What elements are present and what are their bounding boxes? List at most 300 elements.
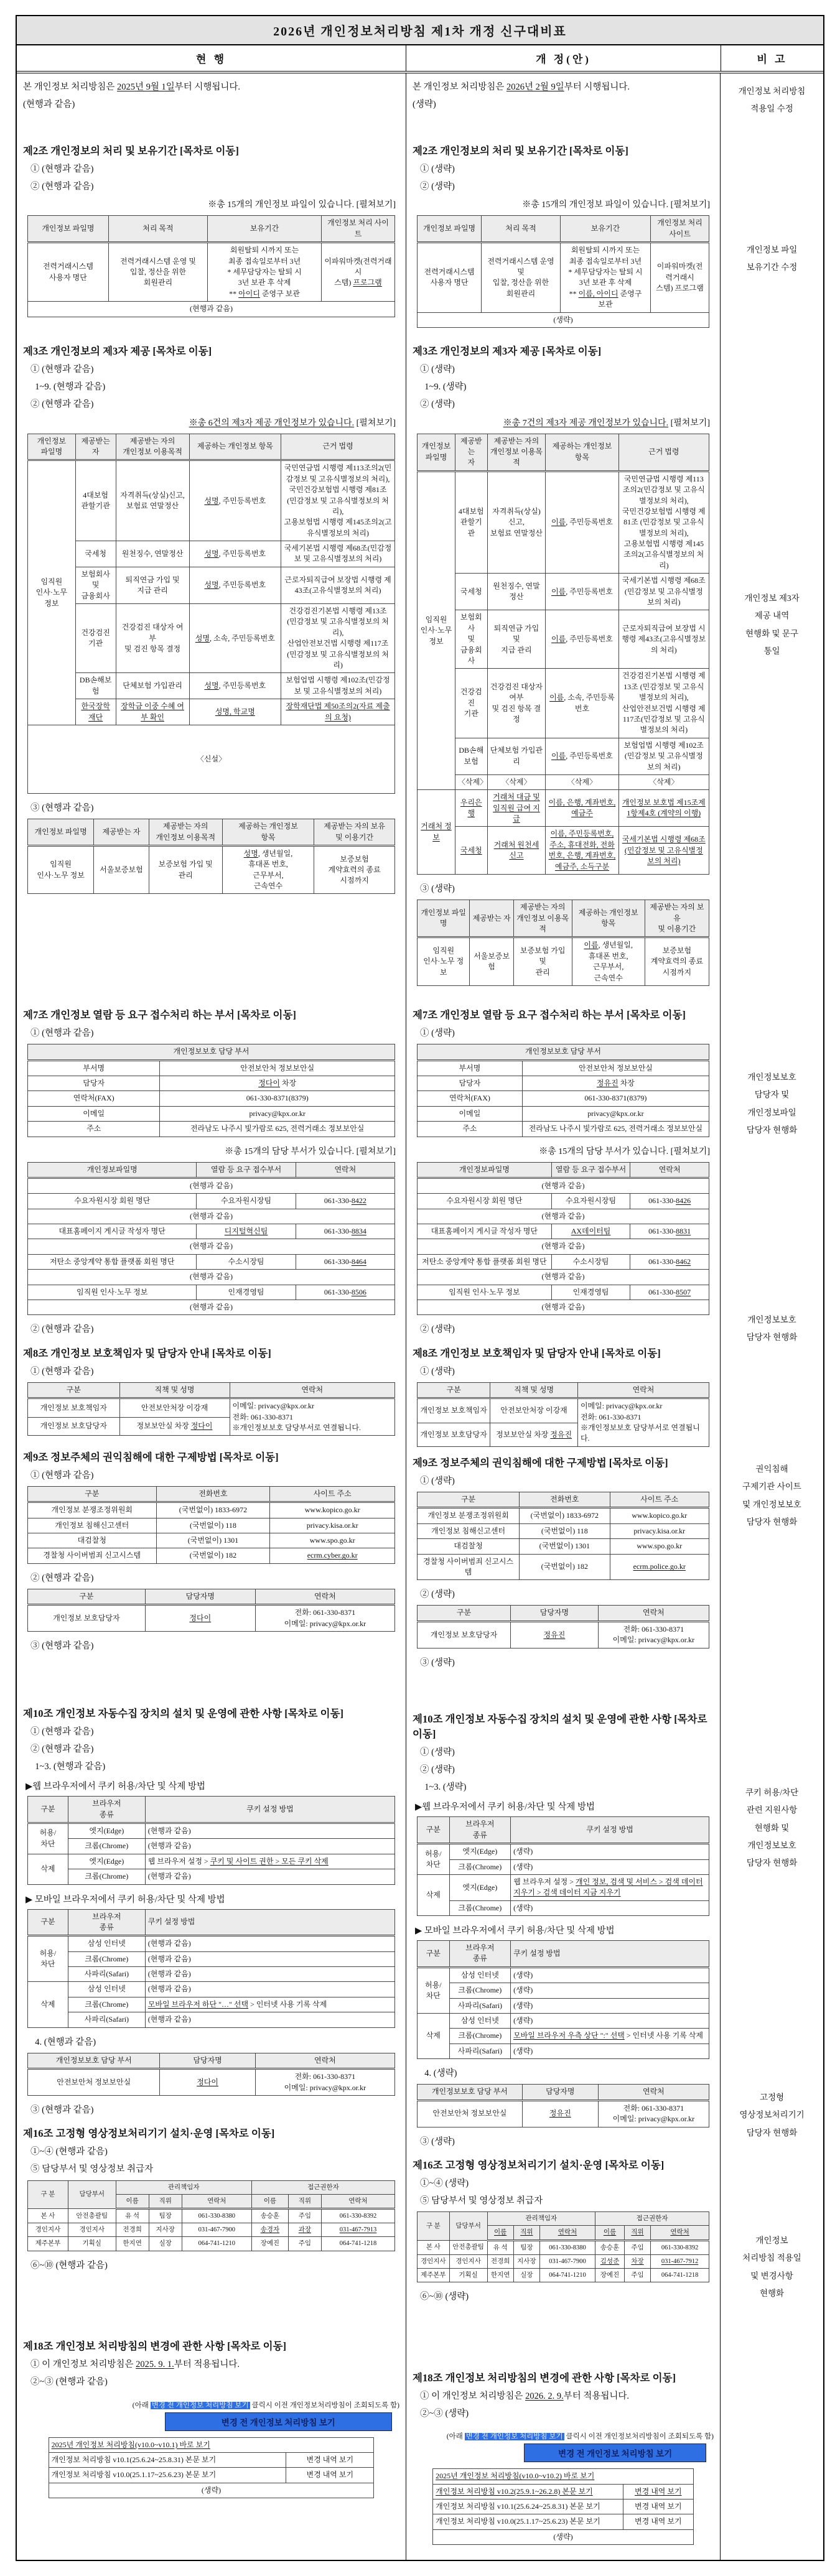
table-cell: 팀장 bbox=[513, 2240, 539, 2254]
expand-link[interactable]: [펼쳐보기] bbox=[356, 200, 396, 210]
table-cell: (현행과 같음) bbox=[145, 1936, 394, 1951]
table-cell: DB손해보험 bbox=[455, 738, 487, 774]
toc-link[interactable]: [목차로 이동] bbox=[617, 2371, 676, 2384]
remark-note: 개인정보보호 담당자 현행화 bbox=[746, 1315, 798, 1342]
table-cell: 전경희 bbox=[487, 2254, 513, 2268]
policy-view-note: (아래 변경 전 개인정보 처리방침 보기 클릭시 이전 개인정보처리방침이 조회되도록 함) bbox=[446, 2433, 714, 2441]
table-header-cell: 이름 bbox=[251, 2194, 288, 2208]
table-cell: 근로자퇴직급여 보장법 시행령 제43조(고유식별정보의 처리) bbox=[281, 567, 395, 603]
table-cell: 전화: 061-330-8371 이메일: privacy@kpx.or.kr bbox=[255, 2069, 394, 2096]
table-cell: 저탄소 중앙계약 통합 플랫폼 회원 명단 bbox=[418, 1254, 552, 1269]
table-cell: (생략) bbox=[511, 1998, 709, 2013]
table-cell: 기획실 bbox=[449, 2268, 487, 2282]
table-header-cell: 제공받는 자의 개인정보 이용목적 bbox=[513, 900, 572, 937]
remark-note: 고정형 영상정보처리기기 담당자 현행화 bbox=[739, 2093, 805, 2137]
table-header-cell: 개인정보 파일명 bbox=[418, 434, 455, 471]
table-header-cell: 연락처 bbox=[182, 2194, 251, 2208]
table-cell: 웹 브라우저 설정 > 쿠키 및 사이트 권한 > 모든 쿠키 삭제 bbox=[145, 1854, 394, 1869]
clause-line: ⑥~⑩ (생략) bbox=[420, 2292, 469, 2302]
table-header-cell: 개인정보 처리 사이트 bbox=[651, 216, 709, 243]
table-cell: 국세기본법 시행령 제68조(민감정보 및 고유식별정보의 처리) bbox=[618, 574, 709, 610]
clause-line: ⑥~⑩ (현행과 같음) bbox=[30, 2260, 108, 2271]
link-cell[interactable]: 변경 내역 보기 bbox=[623, 2514, 693, 2529]
table-cell: 전력거래시스템 운영 및 입찰, 정산을 위한 회원관리 bbox=[482, 243, 561, 312]
link-cell[interactable]: 2025년 개인정보 처리방침(v10.0~v10.1) 바로 보기 bbox=[49, 2437, 374, 2452]
table-cell: (국번없이) 118 bbox=[520, 1523, 610, 1538]
section-article8-revised bbox=[411, 1345, 715, 1447]
column-header-revised: 개 정(안) bbox=[406, 45, 721, 71]
table-header-cell: 개인정보 파일명 bbox=[28, 819, 94, 846]
table-cell: 정다이 bbox=[145, 1605, 255, 1632]
link-cell[interactable]: 개인정보 처리방침 v10.1(25.6.24~25.8.31) 본문 보기 bbox=[433, 2499, 623, 2514]
table-cell: 개인정보 보호담당자 bbox=[28, 1417, 120, 1435]
table-header-cell: 쿠키 설정 방법 bbox=[145, 1909, 394, 1936]
table-cell: 보험회사 및 금융회사 bbox=[75, 567, 116, 603]
section-article2-revised bbox=[411, 142, 715, 335]
table-cell: 보험업법 시행령 제102조(민감정보 및 고유식별정보의 처리) bbox=[618, 738, 709, 774]
table-header-cell: 구분 bbox=[418, 1492, 520, 1507]
table-header-cell: 연락처 bbox=[255, 1589, 394, 1604]
section-intro-current bbox=[22, 80, 401, 135]
table-header-cell: 연락처 bbox=[321, 2194, 394, 2208]
table-cell: ecrm.police.go.kr bbox=[610, 1554, 709, 1580]
table-cell: 이파워마켓(전력거래시 스템) 프로그램 bbox=[321, 243, 394, 302]
table-cell: 송경자 bbox=[251, 2223, 288, 2237]
table-cell: (생략) bbox=[511, 2014, 709, 2029]
cookie-contact-table-revised bbox=[417, 2084, 709, 2127]
table-cell: (국번없이) 182 bbox=[156, 1548, 270, 1563]
table-header-cell: 구분 bbox=[418, 1817, 450, 1844]
link-cell[interactable]: 개인정보 처리방침 v10.2(25.9.1~26.2.8) 본문 보기 bbox=[433, 2484, 623, 2499]
table-cell: 거래처 대금 및 임직원 급여 지급 bbox=[487, 790, 546, 827]
table-header-cell: 열람 등 요구 접수부서 bbox=[551, 1162, 630, 1178]
remedy-agency-table-current bbox=[27, 1486, 395, 1564]
table-cell: 엣지(Edge) bbox=[68, 1823, 145, 1838]
table-cell: 인재경영팀 bbox=[551, 1285, 630, 1300]
toc-link[interactable]: [목차로 이동] bbox=[605, 2159, 665, 2171]
table-cell: 064-741-1210 bbox=[182, 2237, 251, 2251]
table-cell: 이름, 주민등록번호 bbox=[546, 471, 618, 574]
table-cell: 제주본부 bbox=[28, 2237, 68, 2251]
table-cell: 〈삭제〉 bbox=[546, 774, 618, 789]
table-header-cell: 연락처 bbox=[630, 1162, 709, 1178]
table-cell: 061-330-8834 bbox=[296, 1224, 394, 1239]
mobile-cookie-label: ▶ 모바일 브라우저에서 쿠키 허용/차단 및 삭제 방법 bbox=[415, 1926, 615, 1937]
table-cell: 보증보험 가입 및 관리 bbox=[513, 937, 572, 986]
table-cell: 거래처 원천세 신고 bbox=[487, 827, 546, 875]
table-cell: 삼성 인터넷 bbox=[68, 1936, 145, 1951]
table-cell: AX데이터팀 bbox=[551, 1224, 630, 1239]
table-header-cell: 브라우저 종류 bbox=[68, 1797, 145, 1823]
table-cell: privacy@kpx.or.kr bbox=[522, 1106, 709, 1121]
table-cell: 보증보험 계약효력의 종료 시점까지 bbox=[645, 937, 709, 986]
section-article16-revised bbox=[411, 2157, 715, 2362]
table-cell: 유 석 bbox=[116, 2209, 149, 2223]
table-header-cell: 이름 bbox=[487, 2226, 513, 2240]
view-previous-policy-button[interactable]: 변경 전 개인정보 처리방침 보기 bbox=[165, 2412, 392, 2431]
link-cell[interactable]: 개인정보 처리방침 v10.0(25.1.17~25.6.23) 본문 보기 bbox=[433, 2514, 623, 2529]
table-cell: 임직원 인사·노무 정보 bbox=[418, 937, 470, 986]
table-cell: 전력거래시스템 사용자 명단 bbox=[28, 243, 109, 302]
clause-line: ① (생략) bbox=[420, 1747, 455, 1757]
table-cell: 서울보증보험 bbox=[94, 845, 149, 894]
table-cell: 전력거래시스템 운영 및 입찰, 정산을 위한 회원관리 bbox=[108, 243, 207, 302]
table-cell: 부서명 bbox=[418, 1060, 523, 1076]
table-cell: 임직원 인사·노무 정보 bbox=[28, 1285, 197, 1300]
table-cell: (현행과 같음) bbox=[418, 1239, 709, 1254]
table-cell: 안전보안처장 이강재 bbox=[119, 1398, 230, 1418]
table-cell: 061-330-8462 bbox=[630, 1254, 709, 1269]
table-cell: 유 석 bbox=[487, 2240, 513, 2254]
table-cell: 개인정보 침해신고센터 bbox=[418, 1523, 520, 1538]
link-cell[interactable]: 2025년 개인정보 처리방침(v10.0~v10.2) 바로 보기 bbox=[433, 2469, 694, 2484]
toc-link[interactable]: [목차로 이동] bbox=[569, 145, 628, 157]
table-cell: 061-330-8464 bbox=[296, 1254, 394, 1269]
table-cell: 국세청 bbox=[75, 541, 116, 567]
table-cell: 이름, 생년월일, 휴대폰 번호, 근무부서, 근속연수 bbox=[572, 937, 645, 986]
table-cell: 〈삭제〉 bbox=[455, 774, 487, 789]
section-article7-revised bbox=[411, 1007, 715, 1337]
table-cell: 대검찰청 bbox=[28, 1533, 157, 1548]
section-article2-current bbox=[22, 142, 401, 335]
table-header-cell: 구분 bbox=[28, 1797, 68, 1823]
third-party-count-note: ※총 7건의 제3자 제공 개인정보가 있습니다. [펼쳐보기] bbox=[503, 418, 710, 428]
table-cell: 개인정보 보호담당자 bbox=[418, 1621, 511, 1648]
table-cell: 지사장 bbox=[513, 2254, 539, 2268]
table-cell: 정유진 bbox=[522, 2100, 598, 2127]
table-cell: 061-330-8371(8379) bbox=[522, 1091, 709, 1106]
remark-note: 개인정보 파일 보유기간 수정 bbox=[746, 245, 798, 272]
clause-line: ③ (현행과 같음) bbox=[30, 802, 94, 813]
table-cell: 보험회사 및 금융회사 bbox=[455, 610, 487, 669]
table-cell: 안전보안처 정보보안실 bbox=[28, 2069, 160, 2096]
table-cell: 031-467-7900 bbox=[539, 2254, 595, 2268]
table-cell: 성명, 주민등록번호 bbox=[189, 567, 281, 603]
dept-count-note: ※총 15개의 담당 부서가 있습니다. [펼쳐보기] bbox=[539, 1146, 710, 1156]
table-cell: 개인정보 보호책임자 bbox=[418, 1398, 490, 1423]
table-header-cell: 제공받는 자 bbox=[455, 434, 487, 471]
clause-line: ② (현행과 같음) bbox=[30, 399, 94, 410]
table-cell: 퇴직연금 가입 및 지급 관리 bbox=[116, 567, 189, 603]
table-cell: 삭제 bbox=[28, 1982, 68, 2027]
remedy-contact-table-current bbox=[27, 1589, 395, 1632]
table-cell: (생략) bbox=[511, 2044, 709, 2058]
table-cell: (국번없이) 182 bbox=[520, 1554, 610, 1580]
table-header-cell: 전화번호 bbox=[156, 1486, 270, 1502]
table-cell: 개인정보 분쟁조정위원회 bbox=[418, 1508, 520, 1523]
section-article9-revised bbox=[411, 1454, 715, 1703]
clause-line: ① (현행과 같음) bbox=[30, 164, 94, 174]
policy-versions-table-current bbox=[49, 2437, 375, 2499]
clause-line: ② (현행과 같음) bbox=[30, 182, 94, 192]
table-header-cell: 구 분 bbox=[28, 2180, 68, 2208]
table-cell: 전화: 061-330-8371 이메일: privacy@kpx.or.kr bbox=[598, 1621, 709, 1648]
table-header-cell: 쿠키 설정 방법 bbox=[511, 1941, 709, 1968]
link-cell[interactable]: 변경 내역 보기 bbox=[286, 2468, 374, 2483]
table-header-cell: 제공하는 개인정보 항목 bbox=[572, 900, 645, 937]
table-cell: 부서명 bbox=[28, 1060, 160, 1076]
table-cell: 삼성 인터넷 bbox=[449, 2014, 510, 2029]
table-cell: (생략) bbox=[511, 1900, 709, 1915]
table-cell: 수요자원시장팀 bbox=[197, 1194, 296, 1209]
table-cell: 연락처(FAX) bbox=[418, 1091, 523, 1106]
table-cell: 건강검진 대상자 여부 및 검진 항목 결정 bbox=[116, 604, 189, 673]
expand-link[interactable]: [펼쳐보기] bbox=[670, 418, 710, 428]
table-cell: 담당자 bbox=[28, 1076, 160, 1090]
mobile-cookie-label: ▶ 모바일 브라우저에서 쿠키 허용/차단 및 삭제 방법 bbox=[26, 1894, 225, 1905]
remark-note: 개인정보보호 담당자 및 개인정보파일 담당자 현행화 bbox=[746, 1072, 798, 1135]
table-header-cell: 제공받는 자 bbox=[470, 900, 513, 937]
toc-link[interactable]: [목차로 이동] bbox=[152, 345, 212, 357]
toc-link[interactable]: [목차로 이동] bbox=[227, 2340, 286, 2353]
toc-link[interactable]: [목차로 이동] bbox=[180, 145, 239, 157]
table-cell: 이름, 주민등록번호 bbox=[546, 738, 618, 774]
table-header-cell: 제공하는 개인정보 항목 bbox=[546, 434, 618, 471]
table-cell: 경인지사 bbox=[449, 2254, 487, 2268]
expand-link[interactable]: [펼쳐보기] bbox=[356, 418, 396, 428]
clause-line: ③ (현행과 같음) bbox=[30, 1641, 94, 1652]
table-header-cell: 구분 bbox=[28, 1382, 120, 1398]
expand-link[interactable]: [펼쳐보기] bbox=[356, 1146, 396, 1156]
table-cell: 크롬(Chrome) bbox=[449, 2029, 510, 2044]
clause-line: ③ (생략) bbox=[420, 884, 455, 895]
table-header-cell: 사이트 주소 bbox=[270, 1486, 395, 1502]
expand-link[interactable]: [펼쳐보기] bbox=[670, 1146, 710, 1156]
table-cell: (국번없이) 118 bbox=[156, 1518, 270, 1533]
table-cell: 성명, 주민등록번호 bbox=[189, 460, 281, 541]
clause-line: ① (현행과 같음) bbox=[30, 1470, 94, 1481]
table-cell: 〈삭제〉 bbox=[618, 774, 709, 789]
table-header-cell: 개인정보파일명 bbox=[418, 1162, 552, 1178]
table-cell: (국번없이) 1301 bbox=[520, 1539, 610, 1554]
table-cell: (생략) bbox=[511, 1983, 709, 1998]
table-cell: 061-330-8506 bbox=[296, 1285, 394, 1300]
table-cell: 개인정보 보호담당자 bbox=[28, 1605, 146, 1632]
table-cell: 061-330-8392 bbox=[651, 2240, 709, 2254]
table-cell: 장예진 bbox=[251, 2237, 288, 2251]
intro-text: 본 개인정보 처리방침은 2026년 2월 9일부터 시행됩니다. bbox=[413, 82, 630, 92]
table-cell: 한지연 bbox=[116, 2237, 149, 2251]
table-header-cell: 직위 bbox=[288, 2194, 321, 2208]
table-cell: 본 사 bbox=[28, 2209, 68, 2223]
toc-link[interactable]: [목차로 이동] bbox=[542, 345, 602, 357]
table-cell: 이메일: privacy@kpx.or.kr 전화: 061-330-8371 ※개인정보보호 담당부서로 연결됩니다. bbox=[230, 1398, 395, 1436]
table-cell: 크롬(Chrome) bbox=[449, 1900, 510, 1915]
surety-insurance-table-revised bbox=[417, 900, 709, 986]
table-header-cell: 개인정보 처리 사이트 bbox=[321, 216, 394, 243]
toc-link[interactable]: [목차로 이동] bbox=[627, 1009, 686, 1021]
table-cell: 인재경영팀 bbox=[197, 1285, 296, 1300]
policy-view-highlight[interactable]: 변경 전 개인정보 처리방침 보기 bbox=[465, 2433, 563, 2441]
link-cell[interactable]: 개인정보 처리방침 v10.0(25.1.17~25.6.23) 본문 보기 bbox=[49, 2468, 286, 2483]
third-party-table-current bbox=[27, 434, 395, 794]
table-cell: (현행과 같음) bbox=[418, 1178, 709, 1193]
table-cell: (현행과 같음) bbox=[28, 1300, 395, 1315]
clause-line: ① (생략) bbox=[420, 1476, 455, 1486]
table-cell: 안전보안처 정보보안실 bbox=[418, 2100, 523, 2127]
web-cookie-table-current bbox=[27, 1796, 395, 1884]
table-cell: 장예진 bbox=[595, 2268, 625, 2282]
table-cell: 전력거래시스템 사용자 명단 bbox=[418, 243, 482, 312]
clause-line: ② (현행과 같음) bbox=[30, 1744, 94, 1754]
clause-line: ②~③ (생략) bbox=[420, 2408, 469, 2419]
request-dept-table-current bbox=[27, 1162, 395, 1316]
table-cell: 임직원 인사·노무 정보 bbox=[418, 1285, 552, 1300]
view-previous-policy-button[interactable]: 변경 전 개인정보 처리방침 보기 bbox=[524, 2443, 706, 2462]
table-cell: 개인정보 분쟁조정위원회 bbox=[28, 1502, 157, 1518]
table-cell: (현행과 같음) bbox=[145, 1982, 394, 1997]
table-header-cell: 브라우저 종류 bbox=[449, 1941, 510, 1968]
table-cell: 이파워마켓(전력거래시 스템) 프로그램 bbox=[651, 243, 709, 312]
section-article10-current bbox=[22, 1705, 401, 2118]
table-cell: 자격취득(상실)신고, 보험료 연말정산 bbox=[487, 471, 546, 574]
table-cell: (현행과 같음) bbox=[418, 1300, 709, 1315]
table-cell: 정다이 차장 bbox=[160, 1076, 395, 1090]
link-cell[interactable]: 변경 내역 보기 bbox=[623, 2499, 693, 2514]
clause-line: ① 이 개인정보 처리방침은 2026. 2. 9.부터 적용됩니다. bbox=[420, 2391, 630, 2401]
privacy-dept-table-revised bbox=[417, 1044, 709, 1137]
clause-line: ② (생략) bbox=[420, 1589, 455, 1600]
table-cell: 삼성 인터넷 bbox=[449, 1967, 510, 1983]
toc-link[interactable]: [목차로 이동] bbox=[284, 1707, 344, 1719]
table-cell: 전경희 bbox=[116, 2223, 149, 2237]
table-cell: (현행과 같음) bbox=[145, 1869, 394, 1884]
remark-note: 개인정보 처리방침 적용일 및 변경사항 현행화 bbox=[742, 2236, 801, 2299]
table-header-cell: 연락처 bbox=[577, 1382, 709, 1398]
table-cell: 근로자퇴직급여 보장법 시행령 제43조(고유식별정보의 처리) bbox=[618, 610, 709, 669]
table-cell: 경찰청 사이버범죄 신고시스템 bbox=[418, 1554, 520, 1580]
table-cell: 수요자원시장 회원 명단 bbox=[28, 1194, 197, 1209]
table-cell: 사파리(Safari) bbox=[68, 2012, 145, 2027]
table-cell: 원천징수, 연말정산 bbox=[116, 541, 189, 567]
table-cell: 임직원 인사·노무 정보 bbox=[28, 460, 76, 725]
table-cell: 전화: 061-330-8371 이메일: privacy@kpx.or.kr bbox=[255, 1605, 394, 1632]
table-cell: 안전보안처 정보보안실 bbox=[522, 1060, 709, 1076]
table-cell: 건강검진 기관 bbox=[455, 669, 487, 738]
table-cell: 064-741-1218 bbox=[651, 2268, 709, 2282]
table-header-cell: 처리 목적 bbox=[108, 216, 207, 243]
table-cell: 개인정보 보호법 제15조제1항제4호 (계약의 이행) bbox=[618, 790, 709, 827]
table-cell: 031-467-7913 bbox=[321, 2223, 394, 2237]
table-cell: 경찰청 사이버범죄 신고시스템 bbox=[28, 1548, 157, 1563]
article3-heading: 제3조 개인정보의 제3자 제공 [목차로 이동] bbox=[413, 345, 602, 357]
table-header-cell: 담당부서 bbox=[68, 2180, 116, 2208]
current-column bbox=[17, 73, 406, 2560]
clause-line: ① (현행과 같음) bbox=[30, 1366, 94, 1377]
table-cell: 국세청 bbox=[455, 827, 487, 875]
table-cell: 우리은행 bbox=[455, 790, 487, 827]
table-cell: 허용/ 차단 bbox=[28, 1936, 68, 1982]
article18-heading: 제18조 개인정보 처리방침의 변경에 관한 사항 [목차로 이동] bbox=[413, 2371, 676, 2384]
table-cell: (생략) bbox=[418, 312, 709, 327]
table-cell: www.kopico.go.kr bbox=[270, 1502, 395, 1518]
table-cell: 성명, 주민등록번호 bbox=[189, 541, 281, 567]
clause-line: ① 이 개인정보 처리방침은 2025. 9. 1.부터 적용됩니다. bbox=[30, 2360, 240, 2370]
link-cell[interactable]: 변경 내역 보기 bbox=[286, 2452, 374, 2467]
table-cell: 061-330-8380 bbox=[182, 2209, 251, 2223]
table-header-cell: 구분 bbox=[28, 1909, 68, 1936]
policy-view-highlight[interactable]: 변경 전 개인정보 처리방침 보기 bbox=[151, 2401, 249, 2409]
table-cell: 정보보안실 차장 정다이 bbox=[119, 1417, 230, 1435]
toc-link[interactable]: [목차로 이동] bbox=[237, 1009, 296, 1021]
table-cell: 주소 bbox=[28, 1122, 160, 1137]
table-header-cell: 개인정보 파일명 bbox=[28, 216, 109, 243]
table-cell: (생략) bbox=[511, 1967, 709, 1983]
file-count-note: ※총 15개의 개인정보 파일이 있습니다. [펼쳐보기] bbox=[522, 200, 710, 210]
table-cell: 단체보험 가입관리 bbox=[487, 738, 546, 774]
table-cell: 경인지사 bbox=[68, 2223, 116, 2237]
article10-heading: 제10조 개인정보 자동수집 장치의 설치 및 운영에 관한 사항 [목차로 이동] bbox=[413, 1713, 707, 1740]
table-header-cell: 이름 bbox=[595, 2226, 625, 2240]
table-header-cell: 구분 bbox=[28, 1486, 157, 1502]
article9-heading: 제9조 정보주체의 권익침해에 대한 구제방법 [목차로 이동] bbox=[23, 1451, 279, 1463]
table-cell: (현행과 같음) bbox=[145, 2012, 394, 2027]
toc-link[interactable]: [목차로 이동] bbox=[219, 1451, 279, 1463]
article8-heading: 제8조 개인정보 보호책임자 및 담당자 안내 [목차로 이동] bbox=[413, 1347, 661, 1359]
table-cell: 4대보험 관할기관 bbox=[455, 471, 487, 574]
article8-heading: 제8조 개인정보 보호책임자 및 담당자 안내 [목차로 이동] bbox=[23, 1347, 271, 1359]
table-cell: (생략) bbox=[511, 1844, 709, 1859]
section-article18-revised bbox=[411, 2369, 715, 2545]
table-cell: 삼성 인터넷 bbox=[68, 1982, 145, 1997]
toc-link[interactable]: [목차로 이동] bbox=[601, 1347, 661, 1359]
table-cell: 061-330-8507 bbox=[630, 1285, 709, 1300]
table-cell: ecrm.cyber.go.kr bbox=[270, 1548, 395, 1563]
comparison-document bbox=[16, 15, 824, 2561]
toc-link[interactable]: [목차로 이동] bbox=[212, 1347, 271, 1359]
table-header-cell: 제공받는 자의 개인정보 이용목적 bbox=[149, 819, 222, 846]
table-cell: 정유진 차장 bbox=[522, 1076, 709, 1090]
retention-table-revised bbox=[417, 215, 709, 328]
table-cell: 주소 bbox=[418, 1122, 523, 1137]
table-header-cell: 브라우저 종류 bbox=[449, 1817, 510, 1844]
toc-link[interactable]: [목차로 이동] bbox=[609, 1456, 668, 1469]
expand-link[interactable]: [펼쳐보기] bbox=[670, 200, 710, 210]
table-cell: 국민연금법 시행령 제113조의2(민감정보 및 고유식별정보의 처리), 국민건강보험법 시행령 제81조 (민감정보 및 고유식별정보의 처리), 고용보험법 시행령 제145조의2(고유식별정보의 처리) bbox=[281, 460, 395, 541]
toc-link[interactable]: [목차로 이동] bbox=[413, 1713, 707, 1740]
link-cell[interactable]: 변경 내역 보기 bbox=[623, 2484, 693, 2499]
table-cell: 웹 브라우저 설정 > 개인 정보, 검색 및 서비스 > 검색 데이터 지우기 > 검색 데이터 지금 지우기 bbox=[511, 1874, 709, 1900]
table-cell: 국세기본법 시행령 제68조(민감정보 및 고유식별정보의 처리) bbox=[618, 827, 709, 875]
table-cell: 031-467-7912 bbox=[651, 2254, 709, 2268]
dept-count-note: ※총 15개의 담당 부서가 있습니다. [펼쳐보기] bbox=[225, 1146, 396, 1156]
table-cell: 전라남도 나주시 빛가람로 625, 전력거래소 정보보안실 bbox=[160, 1122, 395, 1137]
table-cell: 이름, 주민등록번호 bbox=[546, 574, 618, 610]
clause-line: ① (현행과 같음) bbox=[30, 365, 94, 374]
table-cell: 이름, 주민등록번호, 주소, 휴대전화, 전화번호, 은행, 계좌번호, 예금주, 소득구분 bbox=[546, 827, 618, 875]
table-cell: 4대보험 관할기관 bbox=[75, 460, 116, 541]
section-intro-revised bbox=[411, 80, 715, 135]
table-cell: 주임 bbox=[288, 2237, 321, 2251]
table-header-cell: 직책 및 성명 bbox=[119, 1382, 230, 1398]
table-cell: (현행과 같음) bbox=[145, 1823, 394, 1838]
table-cell: 사파리(Safari) bbox=[449, 1998, 510, 2013]
toc-link[interactable]: [목차로 이동] bbox=[215, 2127, 275, 2140]
article16-heading: 제16조 고정형 영상정보처리기기 설치·운영 [목차로 이동] bbox=[23, 2127, 275, 2140]
table-header-cell: 브라우저 종류 bbox=[68, 1909, 145, 1936]
table-cell: 건강검진 기관 bbox=[75, 604, 116, 673]
table-cell: (국번없이) 1833-6972 bbox=[520, 1508, 610, 1523]
table-cell: 061-330-8392 bbox=[321, 2209, 394, 2223]
web-cookie-label: ▶웹 브라우저에서 쿠키 허용/차단 및 삭제 방법 bbox=[415, 1802, 595, 1813]
remark-note: 권익침해 구제기관 사이트 및 개인정보보호 담당자 현행화 bbox=[742, 1464, 801, 1527]
table-cell: 경인지사 bbox=[28, 2223, 68, 2237]
table-header-cell: 처리 목적 bbox=[482, 216, 561, 243]
table-cell: 개인정보 침해신고센터 bbox=[28, 1518, 157, 1533]
table-cell: (현행과 같음) bbox=[418, 1270, 709, 1285]
table-cell: (생략) bbox=[433, 2529, 694, 2544]
link-cell[interactable]: 개인정보 처리방침 v10.1(25.6.24~25.8.31) 본문 보기 bbox=[49, 2452, 286, 2467]
